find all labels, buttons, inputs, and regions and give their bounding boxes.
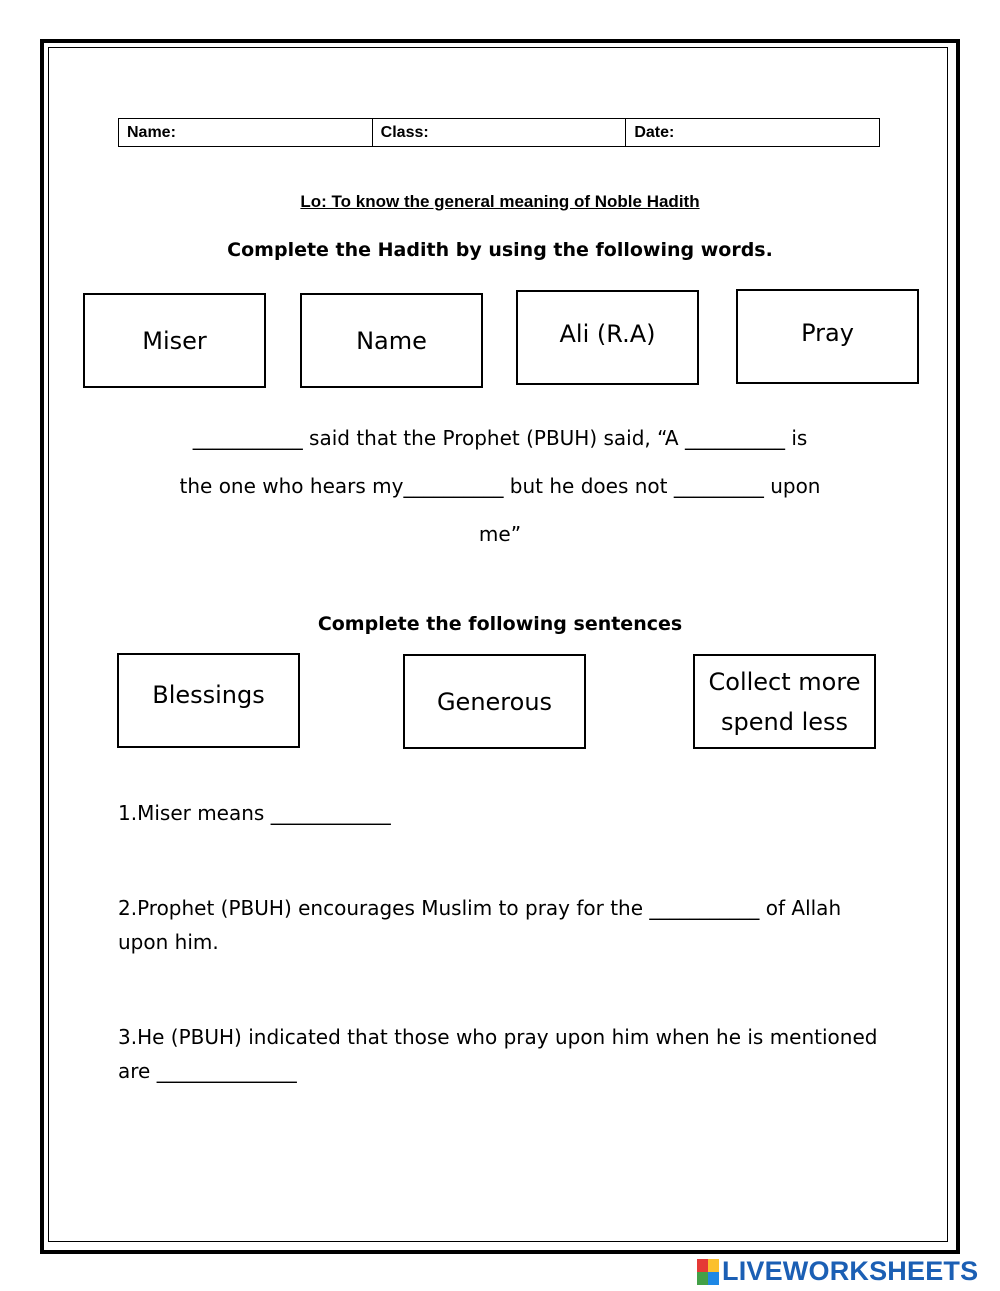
learning-objective: Lo: To know the general meaning of Noble Hadith <box>300 192 700 211</box>
icon-square-blue <box>708 1272 719 1285</box>
word-box-miser[interactable]: Miser <box>83 293 266 388</box>
icon-square-green <box>697 1272 708 1285</box>
liveworksheets-icon <box>697 1259 719 1285</box>
question-1: 1.Miser means ____________ <box>118 801 391 825</box>
hadith-line-1: ___________ said that the Prophet (PBUH) said, “A __________ is <box>192 426 808 450</box>
icon-square-yellow <box>708 1259 719 1272</box>
question-3: 3.He (PBUH) indicated that those who pray upon him when he is mentioned are ______________ <box>118 1025 878 1083</box>
section1-instruction: Complete the Hadith by using the following words. <box>227 239 773 261</box>
word-box-ali[interactable]: Ali (R.A) <box>516 290 699 385</box>
name-field[interactable]: Name: <box>119 119 373 146</box>
logo-text: LIVEWORKSHEETS <box>722 1256 979 1286</box>
word-box-name[interactable]: Name <box>300 293 483 388</box>
word-box-pray[interactable]: Pray <box>736 289 919 384</box>
question-2: 2.Prophet (PBUH) encourages Muslim to pray for the ___________ of Allah upon him. <box>118 896 842 954</box>
liveworksheets-logo[interactable] <box>697 1256 978 1287</box>
date-field[interactable]: Date: <box>634 124 675 141</box>
header-table <box>118 118 880 147</box>
hadith-line-3: me” <box>478 522 522 546</box>
hadith-line-2: the one who hears my__________ but he does not _________ upon <box>179 474 821 498</box>
class-field[interactable]: Class: <box>373 119 627 146</box>
word-box-blessings[interactable]: Blessings <box>117 653 300 748</box>
word-box-generous[interactable]: Generous <box>403 654 586 749</box>
icon-square-red <box>697 1259 708 1272</box>
section2-instruction: Complete the following sentences <box>317 613 683 635</box>
word-box-collect-more[interactable]: Collect more spend less <box>693 654 876 749</box>
